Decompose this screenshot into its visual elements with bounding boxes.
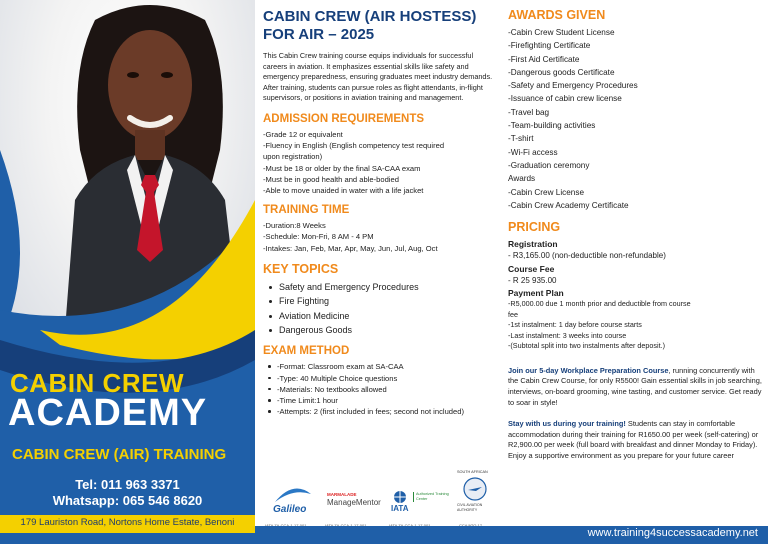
payment-plan-item: fee (508, 309, 518, 319)
award-item: -Travel bag (508, 107, 550, 117)
course-fee-value: - R 25 935.00 (508, 275, 557, 285)
brand-line-2: ACADEMY (8, 392, 208, 434)
registration-value: - R3,165.00 (non-deductible non-refundable) (508, 251, 666, 261)
award-item: -Team-building activities (508, 121, 596, 131)
address: 179 Lauriston Road, Nortons Home Estate, Benoni (20, 517, 235, 528)
brand-line-1: CABIN CREW (10, 368, 184, 398)
awards-section (508, 8, 763, 212)
key-topics-heading: KEY TOPICS (263, 261, 339, 276)
course-title-line-1: CABIN CREW (AIR HOSTESS) (263, 8, 477, 25)
award-item: -Issuance of cabin crew license (508, 94, 622, 104)
list-item: -Time Limit:1 hour (263, 395, 493, 406)
list-item: -Materials: No textbooks allowed (263, 384, 493, 395)
award-item: -Graduation ceremony (508, 160, 590, 170)
award-item: -Cabin Crew Student License (508, 28, 615, 37)
managementor-logo (325, 480, 387, 528)
sacaa-bottom-text: CIVIL AVIATION AUTHORITY (457, 503, 483, 512)
accommodation-promo-lead: Stay with us during your training! (508, 418, 626, 428)
pricing-heading: PRICING (508, 220, 561, 235)
list-item: -Type: 40 Multiple Choice questions (263, 373, 493, 384)
admission-item: -Able to move unaided in water with a life jacket (263, 185, 424, 195)
registration-label: Registration (508, 239, 558, 250)
list-item: Fire Fighting (263, 294, 493, 308)
training-time-section (263, 204, 493, 254)
admission-item: -Grade 12 or equivalent (263, 129, 343, 139)
exam-method-heading: EXAM METHOD (263, 345, 350, 358)
admission-section (263, 113, 493, 196)
payment-plan-label: Payment Plan (508, 288, 564, 299)
course-fee-label: Course Fee (508, 263, 555, 274)
exam-method-list (263, 361, 493, 417)
managementor-top: MARMALADE (327, 492, 357, 497)
right-column (508, 8, 763, 462)
award-item: -First Aid Certificate (508, 54, 580, 64)
awards-heading: AWARDS GIVEN (508, 8, 606, 22)
list-item: -Format: Classroom exam at SA-CAA (263, 361, 493, 372)
admission-item: -Must be in good health and able-bodied (263, 174, 399, 184)
accommodation-promo-text: Students can stay in comfortable accommodation during their training for R1650.00 per week (self-catering) or R2,900.00 per week (full board with breakfast and dinner Monday to Friday). Enjoy a supportive environment as you prepare for your future career (508, 418, 759, 461)
award-item: -Firefighting Certificate (508, 41, 591, 51)
pricing-section (508, 220, 763, 352)
globe-icon (393, 490, 407, 504)
training-time-item: -Schedule: Mon-Fri, 8 AM - 4 PM (263, 232, 374, 242)
iata-side-text: Authorized Training Center (413, 492, 450, 502)
left-promo-panel (0, 0, 255, 544)
partner-logos (263, 470, 503, 528)
training-title: CABIN CREW (AIR) TRAINING (12, 446, 227, 463)
payment-plan-item: -R5,000.00 due 1 month prior and deductible from course (508, 299, 691, 309)
content-area (255, 0, 768, 544)
accommodation-promo (508, 419, 763, 462)
galileo-wordmark: Galileo (273, 504, 307, 515)
list-item: -Attempts: 2 (first included in fees; second not included) (263, 406, 493, 417)
award-item: -T-shirt (508, 134, 534, 144)
award-item: -Cabin Crew License (508, 187, 584, 197)
payment-plan-item: -(Subtotal split into two instalments after deposit.) (508, 341, 665, 351)
training-time-item: -Intakes: Jan, Feb, Mar, Apr, May, Jun, Jul, Aug, Oct (263, 243, 438, 253)
course-intro: This Cabin Crew training course equips individuals for successful careers in aviation. It emphasizes essential skills like safety and emergency preparedness, ensuring graduates meet industry demands. After training, students can pursue roles as flight attendants, in-flight supervisors, or positions in aviation training and management. (263, 51, 493, 103)
sacaa-emblem-icon (463, 477, 487, 501)
workplace-promo-lead: Join our 5-day Workplace Preparation Course (508, 365, 669, 375)
award-item: -Wi-Fi access (508, 147, 558, 157)
training-time-item: -Duration:8 Weeks (263, 221, 326, 231)
website-link[interactable]: www.training4successacademy.net (587, 527, 758, 539)
list-item: Safety and Emergency Procedures (263, 280, 493, 294)
admission-item: -Must be 18 or older by the final SA-CAA exam (263, 163, 421, 173)
admission-item: upon registration) (263, 152, 323, 162)
payment-plan-item: -1st instalment: 1 day before course starts (508, 320, 642, 330)
award-item: -Cabin Crew Academy Certificate (508, 200, 629, 210)
left-column (263, 8, 493, 425)
iata-wordmark: IATA (391, 504, 409, 513)
workplace-promo-text: , running concurrently with the Cabin Crew Course, for only R5500! Gain essential skills in job searching, interviews, on-board grooming, wine tasting, and customer service. Get ready to soar in style! (508, 365, 762, 408)
award-item: Awards (508, 174, 536, 184)
admission-item: -Fluency in English (English competency test required (263, 141, 445, 151)
galileo-logo (265, 480, 323, 528)
whatsapp-number[interactable]: Whatsapp: 065 546 8620 (52, 493, 203, 508)
admission-heading: ADMISSION REQUIREMENTS (263, 112, 425, 125)
phone-number[interactable]: Tel: 011 963 3371 (75, 477, 180, 492)
course-title-line-2: FOR AIR – 2025 (263, 26, 375, 43)
sacaa-logo (453, 468, 501, 528)
sacaa-top-text: SOUTH AFRICAN (457, 470, 488, 474)
award-item: -Safety and Emergency Procedures (508, 81, 638, 91)
workplace-promo (508, 366, 763, 409)
list-item: Aviation Medicine (263, 309, 493, 323)
award-item: -Dangerous goods Certificate (508, 67, 615, 77)
key-topics-list (263, 280, 493, 338)
list-item: Dangerous Goods (263, 323, 493, 337)
managementor-wordmark: ManageMentor (327, 498, 381, 507)
iata-logo (389, 480, 451, 528)
payment-plan-item: -Last instalment: 3 weeks into course (508, 330, 627, 340)
course-title (263, 8, 493, 44)
galileo-swoosh-icon (273, 484, 313, 506)
key-topics-section (263, 262, 493, 338)
exam-method-section (263, 345, 493, 417)
training-time-heading: TRAINING TIME (263, 204, 350, 217)
